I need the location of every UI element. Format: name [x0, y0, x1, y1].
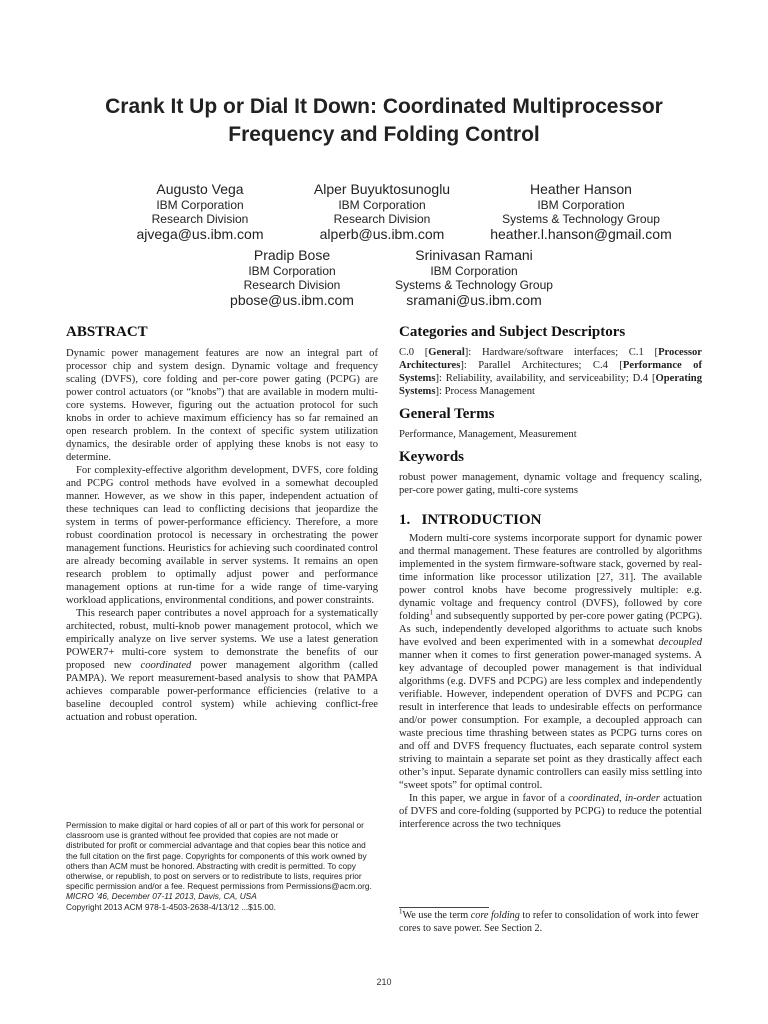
author-name: Pradip Bose	[253, 247, 331, 263]
abstract-paragraph-2: For complexity-effective algorithm development, DVFS, core folding and PCPG control methods have evolved in a somewhat decoupled manner. However, as we show in this paper, independent actuation of these techniques can lead to conflicting decisions that jeopardize the system in terms of power-performance efficiency. Therefore, a more robust coordination protocol is necessary in orchestrating the power management functions. Heuristics for achieving such coordinated control are already becoming available in server systems. It remains an open research problem to optimally adjust power and performance management options at run-time for a wide range of time-varying workload applications, environmental conditions, and power constraints.	[66, 465, 378, 606]
author-division: Research Division	[151, 212, 249, 226]
introduction-heading: 1. INTRODUCTION	[399, 512, 542, 528]
author-affiliation: IBM Corporation	[156, 198, 244, 212]
author-division: Research Division	[333, 212, 431, 226]
author-affiliation: IBM Corporation	[338, 198, 426, 212]
title-line-1: Crank It Up or Dial It Down: Coordinated Multiprocessor	[105, 95, 663, 118]
author-name: Heather Hanson	[530, 181, 632, 197]
permission-text: Permission to make digital or hard copies of all or part of this work for personal or classroom use is granted without fee provided that copies are not made or distributed for profit or commercial advantage and that copies bear this notice and the full citation on the first page. Copyrights for components of this work owned by others than ACM must be honored. Abstracting with credit is permitted. To copy otherwise, or republish, to post on servers or to redistribute to lists, requires prior specific permission and/or a fee. Request permissions from Permissions@acm.org.	[66, 820, 372, 892]
author-block	[376, 247, 572, 309]
general-terms-heading: General Terms	[399, 406, 495, 422]
permission-notice	[66, 820, 378, 912]
author-email: ajvega@us.ibm.com	[136, 226, 264, 242]
intro-paragraph-2: In this paper, we argue in favor of a coordinated, in-order actuation of DVFS and core-folding (supported by PCPG) to reduce the potential interference across the two techniques	[399, 793, 702, 830]
author-name: Srinivasan Ramani	[415, 247, 533, 263]
author-division: Research Division	[243, 278, 341, 292]
author-affiliation: IBM Corporation	[430, 264, 518, 278]
author-affiliation: IBM Corporation	[537, 198, 625, 212]
venue-line: MICRO ’46, December 07-11 2013, Davis, CA, USA	[66, 891, 257, 902]
footnote-rule	[399, 907, 489, 908]
author-block	[202, 247, 382, 309]
author-email: sramani@us.ibm.com	[406, 292, 542, 308]
author-division: Systems & Technology Group	[395, 278, 553, 292]
abstract-paragraph-1: Dynamic power management features are now an integral part of processor chip and system design. Dynamic voltage and frequency scaling (DVFS), core folding and per-core power gating (PCPG) are power control actuators (or “knobs”) that are available in modern multi-core systems. However, figuring out the actuation protocol for such knobs in order to achieve maximum efficiency has so far remained an open research problem. In the context of specific system utilization dynamics, the desirable order of applying these knobs is not easy to determine.	[66, 348, 378, 463]
author-block	[284, 181, 480, 243]
footnote: $^1$We use the term core folding to refer to consolidation of work into fewer cores to save power. See Section 2.	[399, 907, 699, 934]
abstract-paragraph-3: This research paper contributes a novel approach for a systematically architected, robust, multi-knob power management protocol, which we empirically analyze on live server systems. We use a latest generation POWER7+ multi-core system to demonstrate the benefits of our proposed new coordinated power management algorithm (called PAMPA). We report measurement-based analysis to show that PAMPA achieves comparable power-performance efficiencies (relative to a baseline decoupled control system) while achieving conflict-free actuation and robust operation.	[66, 608, 378, 723]
author-email: alperb@us.ibm.com	[319, 226, 445, 242]
categories-text: C.0 [General]: Hardware/software interfaces; C.1 [Processor Architectures]: Parallel Architectures; C.4 [Performance of Systems]: Reliability, availability, and serviceability; D.4 [Operating Systems]: Process Management	[399, 347, 702, 397]
paper-title	[40, 93, 728, 149]
author-name: Augusto Vega	[156, 181, 244, 197]
left-column	[66, 323, 378, 724]
author-email: heather.l.hanson@gmail.com	[490, 226, 672, 242]
keywords-heading: Keywords	[399, 449, 464, 465]
author-division: Systems & Technology Group	[502, 212, 660, 226]
author-affiliation: IBM Corporation	[248, 264, 336, 278]
copyright-line: Copyright 2013 ACM 978-1-4503-2638-4/13/12 ...$15.00.	[66, 901, 276, 912]
general-terms-text: Performance, Management, Measurement	[399, 429, 577, 440]
keywords-text: robust power management, dynamic voltage and frequency scaling, per-core power gating, multi-core systems	[399, 472, 702, 496]
author-block	[470, 181, 692, 243]
intro-paragraph-1: Modern multi-core systems incorporate support for dynamic power and thermal management. These features are controlled by algorithms implemented in the system firmware-software stack, governed by real-time information like processor utilization [27, 31]. The available power control knobs have become progressively multiple: e.g. dynamic voltage and frequency control (DVFS), followed by core folding$^1$ and subsequently supported by per-core power gating (PCPG). As such, independently developed algorithms to actuate such knobs have evolved and been experimented with in a somewhat decoupled manner when it comes to first generation power-managed systems. A key advantage of decoupled power management is that individual algorithms (e.g. DVFS and PCPG) are less complex and independently verifiable. However, independent operation of DVFS and PCPG can result in interference that leads to undesirable effects on performance and/or power consumption. For example, a decoupled approach can waste precious time thrashing between states as PCPG turns cores on and off and DVFS frequency fluctuates, each separate control system striving to maintain a separate set point as they drastically affect each other’s input. Separate dynamic controllers can easily miss settling into “sweet spots” for optimal control.	[399, 533, 702, 791]
title-line-2: Frequency and Folding Control	[228, 123, 540, 146]
author-name: Alper Buyuktosunoglu	[313, 181, 451, 197]
categories-heading: Categories and Subject Descriptors	[399, 324, 626, 340]
abstract-heading: ABSTRACT	[66, 324, 148, 340]
right-column	[399, 323, 702, 831]
author-block	[100, 181, 300, 243]
author-email: pbose@us.ibm.com	[230, 292, 354, 308]
page-number: 210	[376, 977, 392, 987]
